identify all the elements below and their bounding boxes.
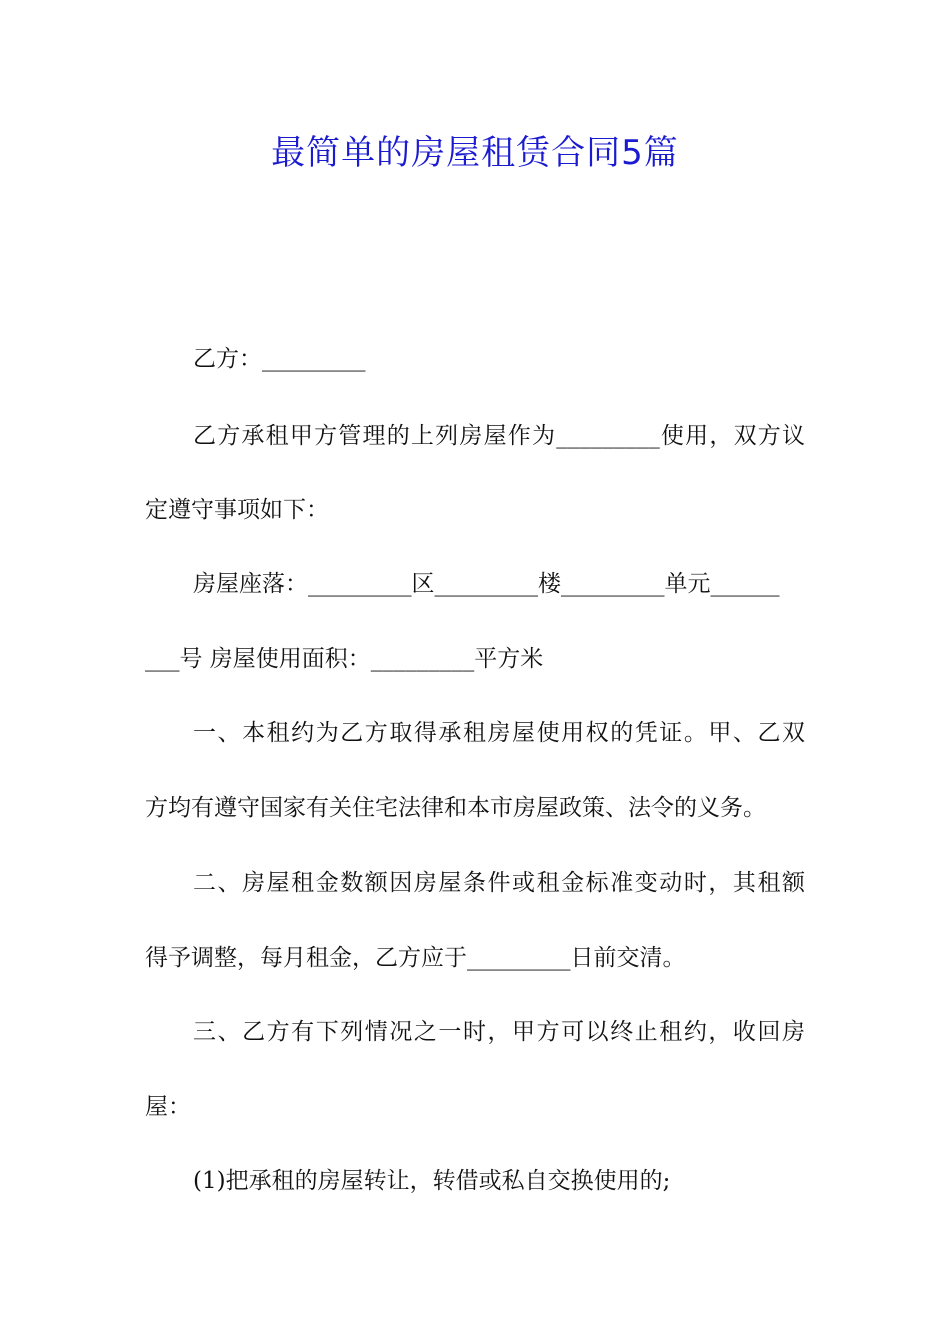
clause-1-line: 方均有遵守国家有关住宅法律和本市房屋政策、法令的义务。 bbox=[145, 795, 766, 821]
property-area-line: ___号 房屋使用面积：_________平方米 bbox=[145, 646, 544, 672]
property-location-line: 房屋座落：_________区_________楼_________单元______ bbox=[193, 571, 780, 597]
clause-3-item-1: (1)把承租的房屋转让，转借或私自交换使用的; bbox=[193, 1168, 671, 1194]
document-title: 最简单的房屋租赁合同5篇 bbox=[271, 133, 679, 173]
clause-2-line: 二、房屋租金数额因房屋条件或租金标准变动时，其租额 bbox=[193, 870, 805, 896]
paragraph-line: 定遵守事项如下： bbox=[145, 497, 329, 523]
paragraph-line: 乙方承租甲方管理的上列房屋作为_________使用，双方议 bbox=[193, 423, 805, 449]
clause-2-line: 得予调整，每月租金，乙方应于_________日前交清。 bbox=[145, 945, 686, 971]
clause-3-line: 屋： bbox=[145, 1094, 191, 1120]
party-b-line: 乙方：_________ bbox=[193, 346, 366, 372]
clause-3-line: 三、乙方有下列情况之一时，甲方可以终止租约，收回房 bbox=[193, 1019, 805, 1045]
clause-1-line: 一、本租约为乙方取得承租房屋使用权的凭证。甲、乙双 bbox=[193, 720, 805, 746]
